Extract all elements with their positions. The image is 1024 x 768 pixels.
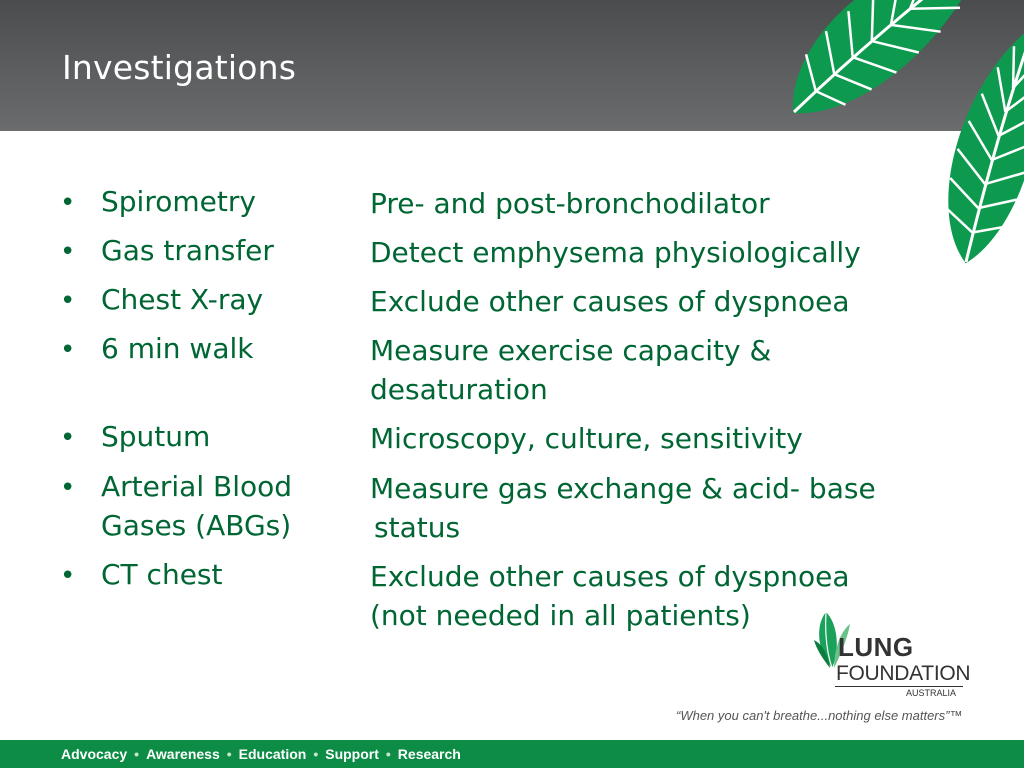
item-term: Arterial Blood [101,470,293,503]
footer-item-support: Support [325,746,379,762]
item-description-continued: (not needed in all patients) [370,599,751,632]
logo-line-foundation: FOUNDATION [836,662,971,685]
bullet-icon: • [60,188,76,218]
footer-nav [61,746,461,762]
item-term: Sputum [101,420,211,453]
separator-dot: • [134,746,140,762]
item-description: Measure exercise capacity & [370,334,772,367]
item-description: Exclude other causes of dyspnoea [370,560,850,593]
separator-dot: • [226,746,232,762]
logo-tagline: “When you can't breathe...nothing else matters”™ [676,708,963,723]
item-description: Detect emphysema physiologically [370,236,861,269]
item-description: Measure gas exchange & acid- base [370,472,876,505]
bullet-icon: • [60,473,76,503]
logo-line-australia: AUSTRALIA [906,688,957,698]
item-term: Gas transfer [101,234,274,267]
item-term-continued: Gases (ABGs) [101,509,292,542]
bullet-icon: • [60,286,76,316]
item-term: Spirometry [101,185,256,218]
bullet-icon: • [60,423,76,453]
footer-item-research: Research [397,746,461,762]
logo-line-lung: LUNG [838,632,914,662]
item-description: Exclude other causes of dyspnoea [370,285,850,318]
item-description: Microscopy, culture, sensitivity [370,422,803,455]
bullet-icon: • [60,335,76,365]
logo-divider [835,686,963,687]
footer-item-education: Education [238,746,307,762]
bullet-icon: • [60,237,76,267]
item-term: 6 min walk [101,332,254,365]
item-description-continued: status [374,511,461,544]
separator-dot: • [385,746,391,762]
bullet-icon: • [60,561,76,591]
slide-title: Investigations [62,48,297,87]
separator-dot: • [313,746,319,762]
footer-item-advocacy: Advocacy [61,746,128,762]
item-term: CT chest [101,558,223,591]
item-description-continued: desaturation [370,373,548,406]
item-term: Chest X-ray [101,283,264,316]
footer-item-awareness: Awareness [146,746,220,762]
item-description: Pre- and post-bronchodilator [370,187,770,220]
